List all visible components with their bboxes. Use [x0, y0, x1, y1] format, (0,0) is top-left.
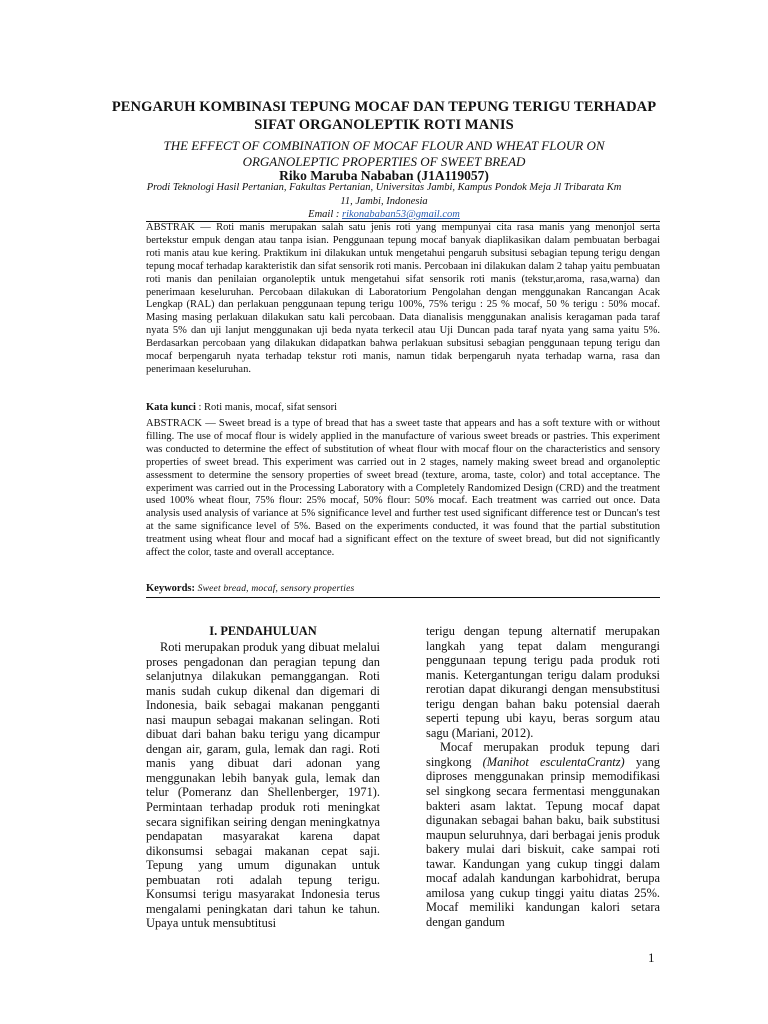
- keywords-label: Keywords: [146, 583, 192, 594]
- abstract-text: Sweet bread is a type of bread that has a sweet taste that appears and has a soft texture with or without filling. The use of mocaf flour is widely applied in the manufacture of various sweet breads or pastries. This experiment was conducted to determine the effect of substitution of wheat flour with mocaf flour on the characteristics and sensory properties of sweet bread. This experiment was carried out in 2 stages, namely making sweet bread and organoleptic assessment to determine the sensory properties of sweet bread (texture, aroma, taste, color) and total acceptance. The experiment was carried out in the Processing Laboratory with a Completely Randomized Design (CRD) and the treatment used 100% wheat flour, 75% flour: 25% mocaf, 50% flour: 50% mocaf. Each treatment was carried out once. Data analysis used analysis of variance at 5% significance level and further test used significant difference test or Duncan's test at the same significance level of 5%. Based on the experiments conducted, it was found that the partial substitution treatment using wheat flour and mocaf had a significant effect on the texture of sweet bread, but did not significantly affect the color, taste and overall acceptance.: [146, 418, 660, 559]
- section-heading-pendahuluan: I. PENDAHULUAN: [209, 624, 317, 638]
- kata-kunci-label: Kata kunci: [146, 402, 196, 413]
- keywords-text: Sweet bread, mocaf, sensory properties: [197, 584, 355, 594]
- mocaf-text-b: yang diproses menggunakan prinsip memodifikasi sel singkong secara fermentasi menggunakan bakteri asam laktat. Tepung mocaf dapat digunakan sebagai bahan baku, baik substitusi maupun seluruhnya, dari berbagai jenis produk bakery mulai dari biskuit, cake sampai roti tawar. Kandungan yang cukup tinggi dalam mocaf adalah kandungan karbohidrat, berupa amilosa yang cukup tinggi yaitu diatas 25%. Mocaf memiliki kandungan kalori setara dengan gandum: [426, 754, 661, 929]
- paper-title: PENGARUH KOMBINASI TEPUNG MOCAF DAN TEPUNG TERIGU TERHADAP SIFAT ORGANOLEPTIK ROTI MANIS: [111, 99, 657, 133]
- email-label: Email :: [308, 209, 342, 220]
- intro-paragraph-left: Roti merupakan produk yang dibuat melalui proses pengadonan dan peragian tepung dan selanjutnya dilakukan pemanggangan. Roti manis sudah cukup dikenal dan digemari di Indonesia, baik sebagai makanan pengganti nasi maupun sebagai makanan selingan. Roti dibuat dari bahan baku terigu yang dicampur dengan air, garam, gula, lemak dan ragi. Roti manis yang dibuat dari adonan yang menggunakan lebih banyak gula, lemak dan telur (Pomeranz dan Shellenberger, 1971). Permintaan terhadap produk roti meningkat secara signifikan seiring dengan meningkatnya pendapatan masyarakat karena dapat dikonsumsi sebagai makanan cepat saji. Tepung yang umum digunakan untuk pembuatan roti adalah tepung terigu. Konsumsi terigu masyarakat Indonesia terus mengalami peningkatan dari tahun ke tahun. Upaya untuk mensubtitusi: [146, 640, 380, 931]
- paper-subtitle-english: THE EFFECT OF COMBINATION OF MOCAF FLOUR AND WHEAT FLOUR ON ORGANOLEPTIC PROPERTIES OF SWEET BREAD: [163, 138, 605, 169]
- abstract-label: ABSTRACK ―: [146, 418, 216, 429]
- kata-kunci-text: : Roti manis, mocaf, sifat sensori: [195, 402, 338, 413]
- intro-paragraph-right-1: terigu dengan tepung alternatif merupakan langkah yang tepat dalam mengurangi penggunaan tepung terigu pada produk roti manis. Ketergantungan terigu dalam produksi rerotian dapat dikurangi dengan mensubstitusi terigu dengan bahan baku potensial daerah seperti tepung ubi kayu, beras sorgum atau sagu (Mariani, 2012).: [426, 624, 660, 740]
- keywords-line: Keywords: Sweet bread, mocaf, sensory properties: [146, 583, 355, 594]
- abstrak-indonesian: [146, 222, 660, 377]
- abstrak-text: Roti manis merupakan salah satu jenis roti yang mempunyai cita rasa manis yang menonjol serta bertekstur empuk dengan atau tanpa isian. Penggunaan tepung mocaf banyak diaplikasikan dalam pembuatan berbagai roti manis atau kue kering. Praktikum ini dilakukan untuk mengetahui pengaruh subsitusi sebagian tepung terigu dengan tepung mocaf terhadap karakteristik dan sifat sensorik roti manis. Percobaan ini dilakukan dalam 2 tahap yaitu pembuatan roti manis dan penilaian organoleptik untuk mengetahui sifat sensorik roti manis (tekstur,aroma, rasa,warna) dan penerimaan keseluruhan. Percobaan dilakukan di Laboratorium Pengolahan dengan menggunakan Rancangan Acak Lengkap (RAL) dan perlakuan penggunaan tepung terigu 100%, 75% terigu : 25 % mocaf, 50 % terigu : 50% mocaf. Masing masing perlakuan dilakukan satu kali percobaan. Data dianalisis menggunakan analisis keragaman pada taraf nyata 5% dan uji lanjut menggunakan uji beda nyata terkecil atau Uji Duncan pada taraf nyata yang sama yaitu 5%. Berdasarkan percobaan yang dilakukan didapatkan bahwa perlakuan subsitusi sebagian penggunaan tepung terigu dan mocaf berpengaruh nyata terhadap tekstur roti manis, namun tidak berpengaruh nyata terhadap warna, rasa dan penerimaan keseluruhan.: [146, 222, 660, 375]
- author-email-line: [100, 208, 668, 221]
- body-column-right: [426, 624, 660, 929]
- author-affiliation: Prodi Teknologi Hasil Pertanian, Fakultas Pertanian, Universitas Jambi, Kampus Pondok Meja Jl Tribarata Km 11, Jambi, Indonesia: [146, 182, 622, 207]
- body-column-left: [146, 624, 380, 931]
- intro-paragraph-right-2: [426, 740, 660, 929]
- page-number: 1: [648, 950, 655, 965]
- mocaf-species-name: (Manihot esculentaCrantz): [482, 754, 625, 769]
- email-link[interactable]: rikonababan53@gmail.com: [341, 209, 460, 220]
- abstract-english: [146, 418, 660, 560]
- kata-kunci-line: [146, 401, 660, 414]
- mocaf-text-a: Mocaf merupakan produk tepung dari singkong: [426, 740, 660, 769]
- divider-bottom: [146, 597, 660, 598]
- abstrak-label: ABSTRAK ―: [146, 222, 211, 233]
- author-name: Riko Maruba Nababan (J1A119057): [279, 168, 489, 183]
